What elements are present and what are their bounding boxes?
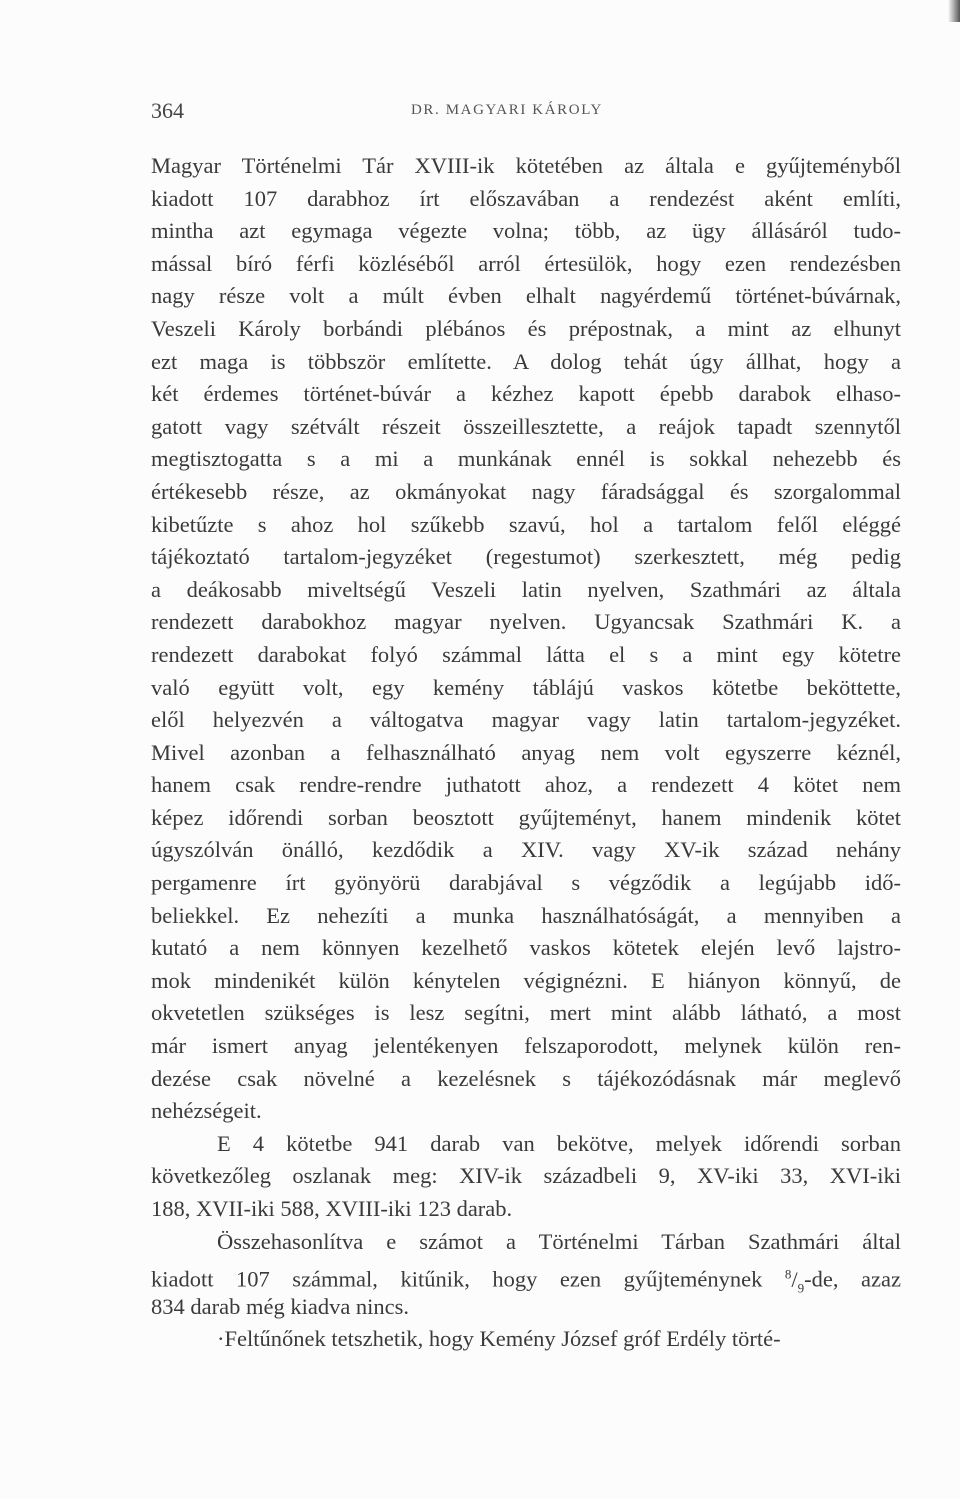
page-number: 364 [151,98,184,123]
text-line: beliekkel. Ez nehezíti a munka használhatóságát, a mennyiben a [151,902,901,928]
text-line: rendezett darabokhoz magyar nyelven. Ugyancsak Szathmári K. a [151,609,901,635]
running-head: DR. MAGYARI KÁROLY [411,102,603,118]
paragraph [151,1226,901,1324]
text-line: okvetetlen szükséges is lesz segítni, mert mint alább látható, a most [151,1000,901,1026]
text-line: Összehasonlítva e számot a Történelmi Tárban Szathmári által [217,1228,901,1254]
text-line: már ismert anyag jelentékenyen felszaporodott, melynek külön ren- [151,1033,901,1059]
text-line: elől helyezvén a váltogatva magyar vagy latin tartalom-jegyzéket. [151,707,901,733]
body-text [151,150,901,1356]
text-line: 188, XVII-iki 588, XVIII-iki 123 darab. [151,1196,513,1221]
text-line: E 4 kötetbe 941 darab van bekötve, melyek időrendi sorban [217,1130,901,1156]
text-line: Mivel azonban a felhasználható anyag nem volt egyszerre kéznél, [151,739,901,765]
text-line: úgyszólván önálló, kezdődik a XIV. vagy XV-ik század nehány [151,837,901,863]
text-line [151,1258,902,1296]
text-line: mintha azt egymaga végezte volna; több, az ügy állásáról tudo- [151,218,901,244]
text-line: hanem csak rendre-rendre juthatott ahoz, a rendezett 4 kötet nem [151,772,901,798]
text-line: ·Feltűnőnek tetszhetik, hogy Kemény József gróf Erdély törté- [217,1326,781,1352]
text-segment: -de, azaz [804,1266,902,1292]
text-line: kutató a nem könnyen kezelhető vaskos kötetek elején levő lajstro- [151,935,901,961]
text-line: pergamenre írt gyönyörü darabjával s végződik a legújabb idő- [151,870,901,896]
text-line: a deákosabb miveltségű Veszeli latin nyelven, Szathmári az általa [151,576,901,602]
text-segment: kiadott 107 számmal, kitűnik, hogy ezen gyűjteménynek [151,1266,763,1292]
text-line: való együtt volt, egy kemény táblájú vaskos kötetbe beköttette, [151,674,901,700]
text-line: 834 darab még kiadva nincs. [151,1293,410,1319]
text-line: megtisztogatta s a mi a munkának ennél is sokkal nehezebb és [151,446,901,472]
text-line: mok mindenikét külön kénytelen végignézni. E hiányon könnyű, de [151,967,901,993]
text-line: Magyar Történelmi Tár XVIII-ik kötetében az általa e gyűjteményből [151,153,901,178]
scan-edge-mark [948,0,960,22]
text-line: értékesebb része, az okmányokat nagy fáradsággal és szorgalommal [151,478,901,504]
text-line: képez időrendi sorban beosztott gyűjteményt, hanem mindenik kötet [151,804,901,830]
text-line: nagy része volt a múlt évben elhalt nagyérdemű történet-búvárnak, [151,283,901,309]
paragraph [151,1128,901,1226]
text-line: nehézségeit. [151,1098,262,1124]
fraction-denominator: 9 [797,1280,805,1296]
page-header [151,98,901,128]
text-line: kiadott 107 darabhoz írt előszavában a rendezést aként említi, [151,185,901,211]
fraction-numerator: 8 [784,1266,792,1282]
paragraph [151,1323,901,1356]
text-line: gatott vagy szétvált részeit összeillesztette, a reájok tapadt szennytől [151,413,901,439]
text-line: Veszeli Károly borbándi plébános és prépostnak, a mint az elhunyt [151,315,901,341]
text-line: ezt maga is többször említette. A dolog tehát úgy állhat, hogy a [151,348,901,374]
text-line: rendezett darabokat folyó számmal látta el s a mint egy kötetre [151,641,901,667]
fraction: $^8/_9$ [784,1266,805,1296]
text-line: dezése csak növelné a kezelésnek s tájékozódásnak már meglevő [151,1065,901,1091]
text-line: mással bíró férfi közléséből arról értesülök, hogy ezen rendezésben [151,250,901,276]
text-line: kibetűzte s ahoz hol szűkebb szavú, hol a tartalom felől eléggé [151,511,901,537]
text-line: két érdemes történet-búvár a kézhez kapott épebb darabok elhaso- [151,381,901,407]
text-line: következőleg oszlanak meg: XIV-ik századbeli 9, XV-iki 33, XVI-iki [151,1163,901,1189]
text-line: tájékoztató tartalom-jegyzéket (regestumot) szerkesztett, még pedig [151,544,901,570]
paragraph [151,150,901,1128]
